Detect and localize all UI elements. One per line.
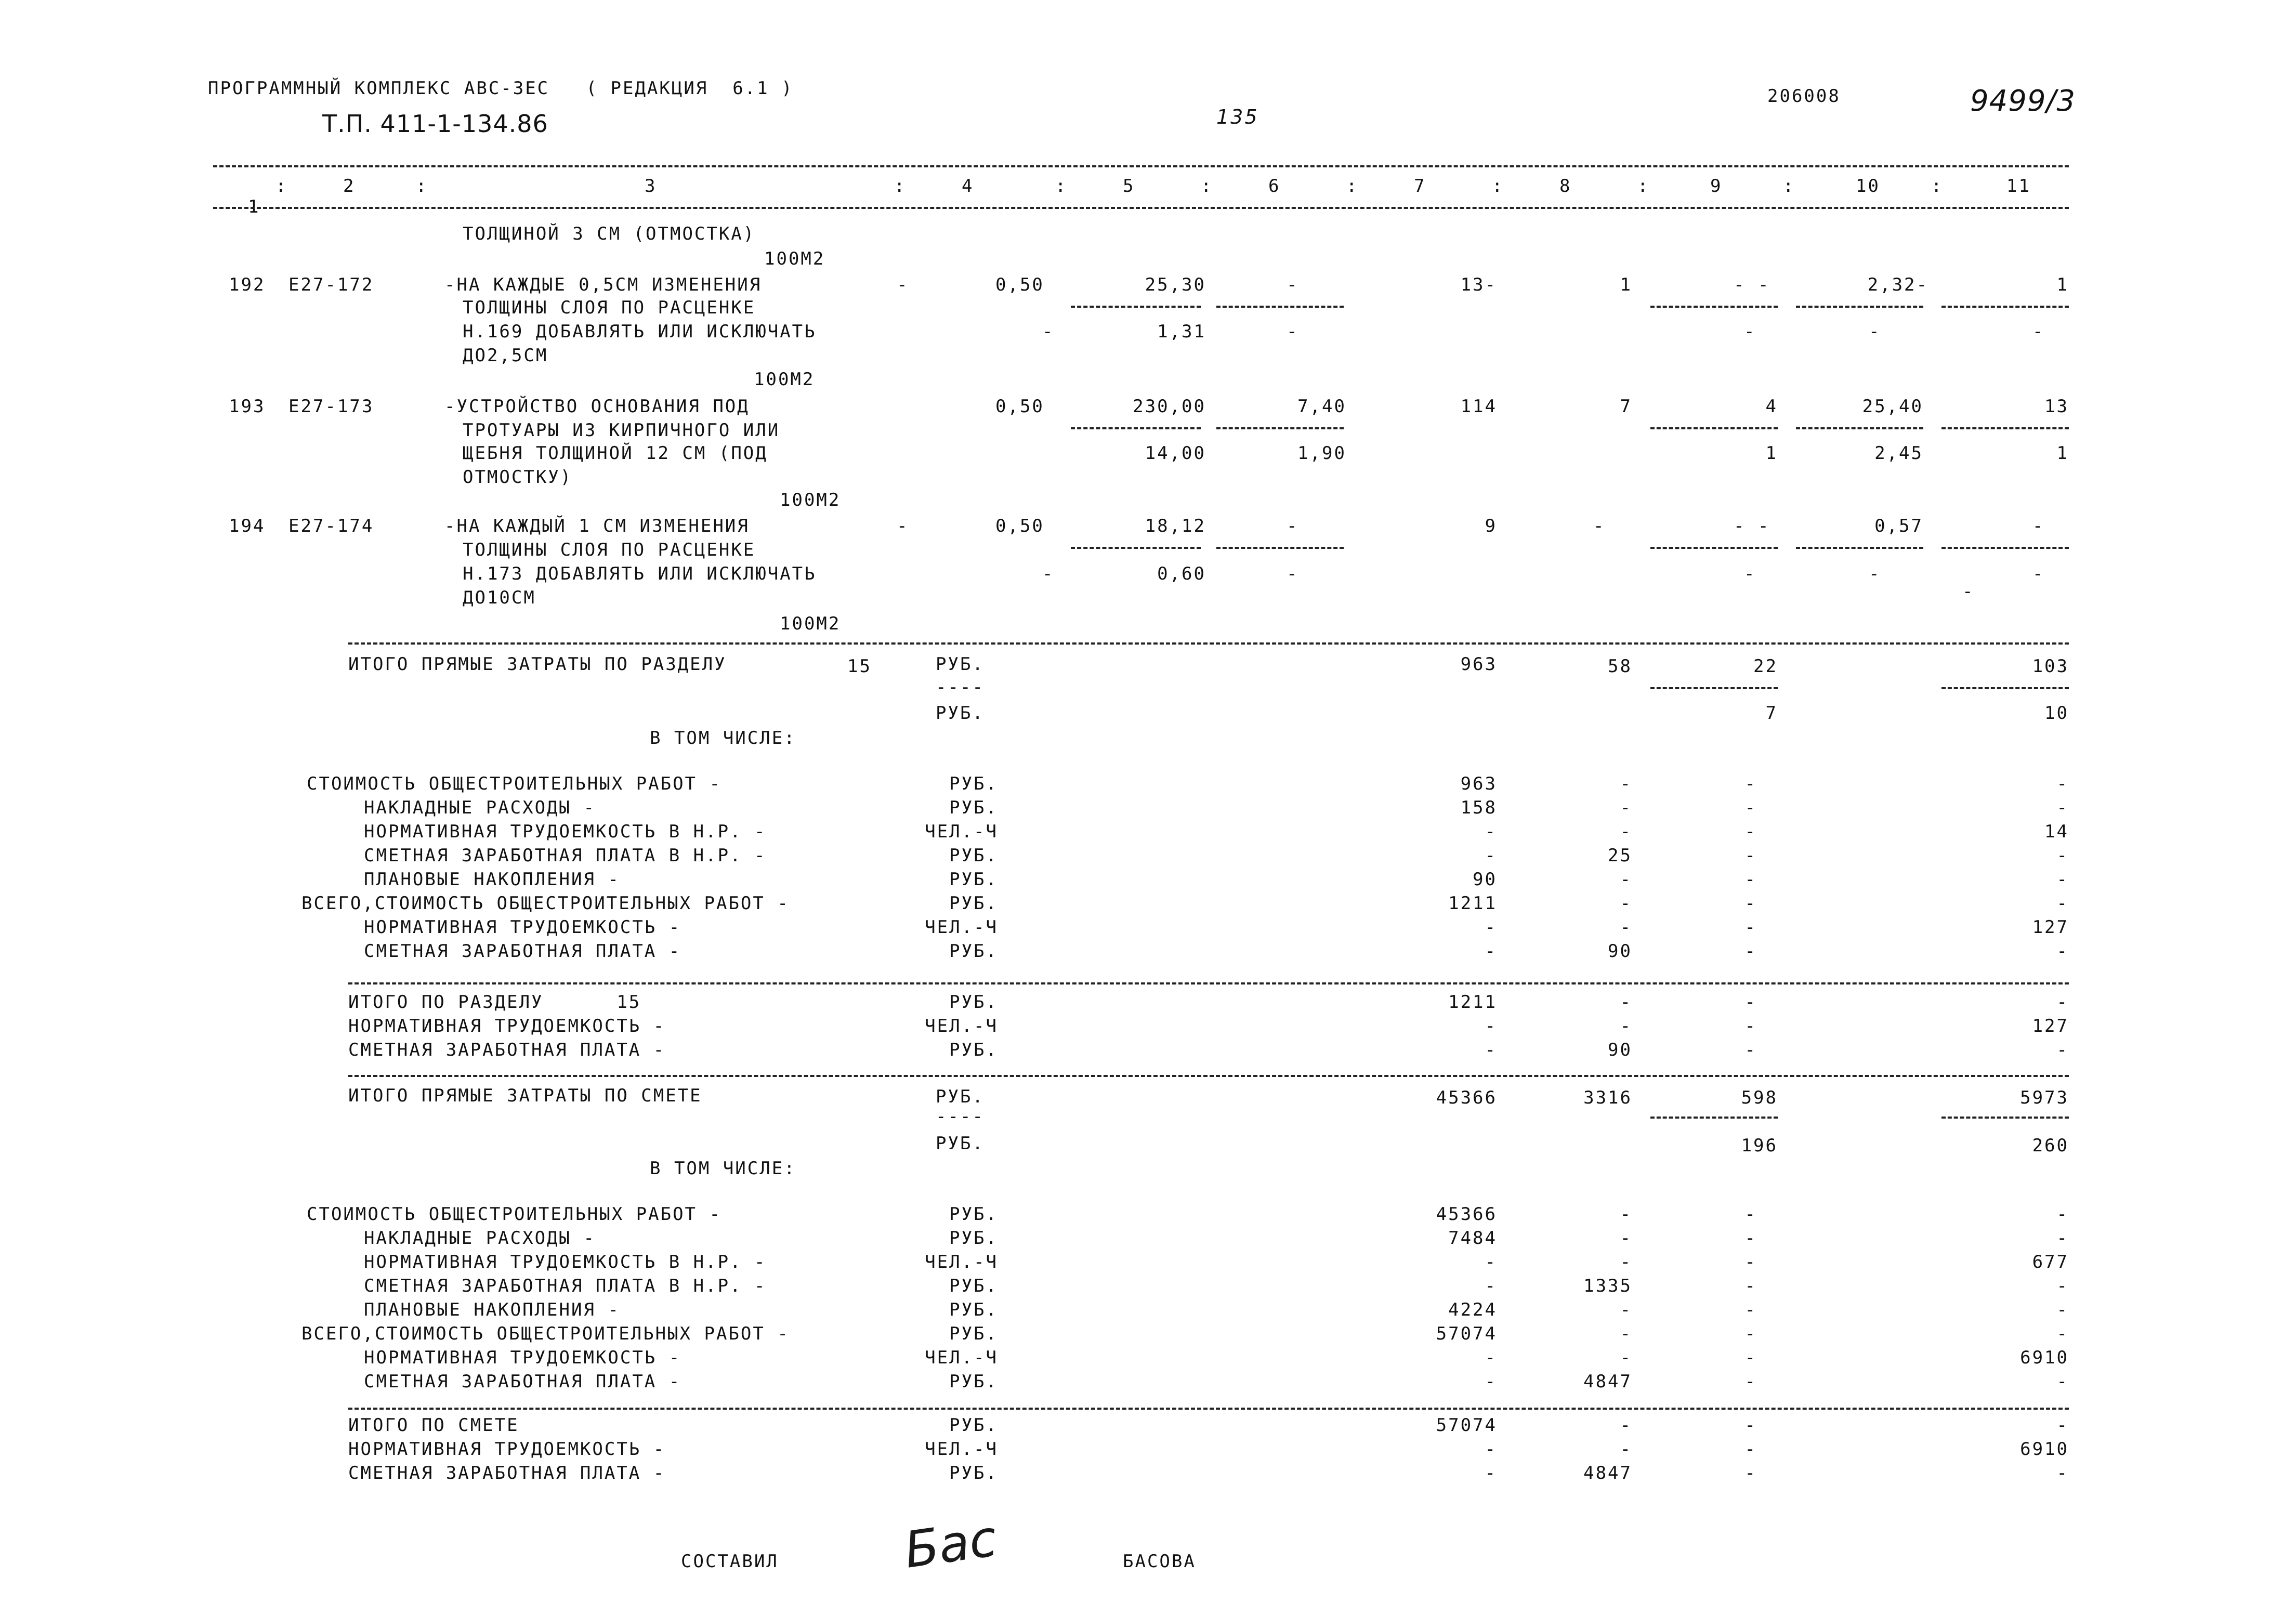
estimate-lines-line-label-6: НОРМАТИВНАЯ ТРУДОЕМКОСТЬ - [364,1347,681,1368]
estimate-lines-line-c7-6: - [1485,1347,1497,1368]
section-lines-line-unit-1: РУБ. [949,797,998,818]
row-192-c6b: - [1287,321,1299,342]
section-direct-rule-9 [1650,687,1778,689]
col-sep-5: : [1201,176,1213,196]
estimate-lines-line-label-7: СМЕТНАЯ ЗАРАБОТНАЯ ПЛАТА - [364,1371,681,1392]
section-totals-line-c11-2: - [2056,1040,2069,1060]
header-rule-bottom [213,207,2069,209]
section-lines-line-c7-4: 90 [1473,869,1497,890]
row-193-rule-6 [1216,427,1344,429]
row-194-rule-10 [1796,547,1923,549]
estimate-totals-line-c11-0: - [2056,1415,2069,1436]
estimate-totals-line-c7-2: - [1485,1463,1497,1483]
col-sep-10: : [1931,176,1944,196]
row-193-name-2: ТРОТУАРЫ ИЗ КИРПИЧНОГО ИЛИ [463,420,780,441]
estimate-lines-line-c11-6: 6910 [2020,1347,2069,1368]
carryover-text: ТОЛЩИНОЙ 3 СМ (ОТМОСТКА) [463,224,756,244]
estimate-totals-line-c11-1: 6910 [2020,1439,2069,1460]
estimate-lines-line-c7-4: 4224 [1448,1299,1497,1320]
row-192-c4b: - [1042,321,1055,342]
col-6: 6 [1268,176,1281,196]
estimate-lines-line-c11-4: - [2056,1299,2069,1320]
row-194-rule-6 [1216,547,1344,549]
estimate-lines-line-label-5: ВСЕГО,СТОИМОСТЬ ОБЩЕСТРОИТЕЛЬНЫХ РАБОТ - [301,1323,790,1344]
row-192-c11b: - [2032,321,2045,342]
row-194-c9: - - [1734,516,1770,536]
section-lines-line-unit-5: РУБ. [949,893,998,914]
section-lines-line-c8-6: - [1620,917,1632,938]
row-193-number: 193 [229,396,266,417]
estimate-lines-line-c9-1: - [1744,1228,1757,1249]
col-sep-1: : [275,176,288,196]
section-lines-line-c11-2: 14 [2044,821,2069,842]
section-direct-c8: 58 [1608,656,1632,677]
section-totals-line-c8-0: - [1620,992,1632,1013]
estimate-lines-line-c8-3: 1335 [1583,1276,1632,1296]
section-lines-line-label-5: ВСЕГО,СТОИМОСТЬ ОБЩЕСТРОИТЕЛЬНЫХ РАБОТ - [301,893,790,914]
col-11: 11 [2006,176,2031,196]
estimate-totals-line-c9-2: - [1744,1463,1757,1483]
section-lines-line-c7-2: - [1485,821,1497,842]
section-totals-line-unit-1: ЧЕЛ.-Ч [925,1016,998,1036]
estimate-lines-line-c9-7: - [1744,1371,1757,1392]
row-192-rule-6 [1216,306,1344,308]
estimate-totals-line-c8-1: - [1620,1439,1632,1460]
estimate-direct-c11b: 260 [2032,1135,2069,1156]
col-sep-7: : [1492,176,1504,196]
row-193-c11b: 1 [2056,443,2069,464]
estimate-lines-line-c7-3: - [1485,1276,1497,1296]
estimate-direct-c9b: 196 [1741,1135,1778,1156]
estimate-direct-c8: 3316 [1583,1087,1632,1108]
program-title: ПРОГРАММНЫЙ КОМПЛЕКС АВС-3ЕС ( РЕДАКЦИЯ 6.1 ) [208,78,794,99]
row-192-rule-11 [1941,306,2069,308]
estimate-lines-line-c7-5: 57074 [1436,1323,1497,1344]
section-lines-line-label-6: НОРМАТИВНАЯ ТРУДОЕМКОСТЬ - [364,917,681,938]
row-194-unit: 100М2 [780,613,841,634]
row-193-name-1: -УСТРОЙСТВО ОСНОВАНИЯ ПОД [444,396,750,417]
row-192-c6: - [1287,274,1299,295]
section-lines-line-c7-3: - [1485,845,1497,866]
estimate-lines-line-c7-2: - [1485,1252,1497,1272]
row-194-c8: - [1593,516,1606,536]
estimate-lines-line-label-1: НАКЛАДНЫЕ РАСХОДЫ - [364,1228,596,1249]
section-lines-line-c11-7: - [2056,941,2069,962]
section-lines-line-c7-0: 963 [1460,773,1497,794]
row-192-name-4: ДО2,5СМ [463,345,548,366]
section-lines-line-c9-2: - [1744,821,1757,842]
row-194-rule-9 [1650,547,1778,549]
row-192-number: 192 [229,274,266,295]
row-192-rule-10 [1796,306,1923,308]
estimate-direct-c9: 598 [1741,1087,1778,1108]
row-192-name-3: Н.169 ДОБАВЛЯТЬ ИЛИ ИСКЛЮЧАТЬ [463,321,817,342]
row-193-c6b: 1,90 [1297,443,1346,464]
col-10: 10 [1856,176,1880,196]
section-lines-line-c9-0: - [1744,773,1757,794]
row-194-c7: 9 [1485,516,1497,536]
section-totals-line-c7-2: - [1485,1040,1497,1060]
section-lines-line-c7-6: - [1485,917,1497,938]
estimate-direct-unit-2: РУБ. [936,1133,985,1154]
section-direct-c7: 963 [1460,654,1497,675]
row-194-c11: - [2032,516,2045,536]
row-192-c7: 13- [1460,274,1497,295]
row-192-c4: 0,50 [995,274,1044,295]
col-4: 4 [962,176,974,196]
row-193-c5: 230,00 [1133,396,1206,417]
row-193-c10: 25,40 [1862,396,1923,417]
row-193-rule-11 [1941,427,2069,429]
estimate-lines-line-label-3: СМЕТНАЯ ЗАРАБОТНАЯ ПЛАТА В Н.Р. - [364,1276,767,1296]
row-193-name-3: ЩЕБНЯ ТОЛЩИНОЙ 12 СМ (ПОД [463,443,768,464]
estimate-totals-line-unit-0: РУБ. [949,1415,998,1436]
header-rule-top [213,165,2069,167]
estimate-rule-1 [348,1075,2069,1077]
section-rule-1 [348,642,2069,645]
row-192-rule-9 [1650,306,1778,308]
section-totals-line-c8-2: 90 [1608,1040,1632,1060]
section-including: В ТОМ ЧИСЛЕ: [650,728,796,749]
row-194-c5: 18,12 [1145,516,1206,536]
estimate-lines-line-unit-0: РУБ. [949,1204,998,1225]
estimate-lines-line-c11-7: - [2056,1371,2069,1392]
estimate-lines-line-c8-6: - [1620,1347,1632,1368]
estimate-totals-line-unit-1: ЧЕЛ.-Ч [925,1439,998,1460]
estimate-lines-line-c9-0: - [1744,1204,1757,1225]
estimate-lines-line-label-0: СТОИМОСТЬ ОБЩЕСТРОИТЕЛЬНЫХ РАБОТ - [307,1204,721,1225]
estimate-direct-label: ИТОГО ПРЯМЫЕ ЗАТРАТЫ ПО СМЕТЕ [348,1085,702,1106]
row-194-number: 194 [229,516,266,536]
section-lines-line-c11-3: - [2056,845,2069,866]
row-193-c5b: 14,00 [1145,443,1206,464]
row-193-rule-5 [1071,427,1201,429]
section-lines-line-c11-5: - [2056,893,2069,914]
row-194-c11c: - [1962,581,1975,602]
estimate-rule-2 [348,1408,2069,1410]
estimate-totals-line-c7-0: 57074 [1436,1415,1497,1436]
section-lines-line-label-7: СМЕТНАЯ ЗАРАБОТНАЯ ПЛАТА - [364,941,681,962]
row-192-c10: 2,32- [1867,274,1928,295]
estimate-lines-line-unit-6: ЧЕЛ.-Ч [925,1347,998,1368]
section-lines-line-c8-2: - [1620,821,1632,842]
section-lines-line-c9-6: - [1744,917,1757,938]
section-direct-unit-2: РУБ. [936,703,985,724]
estimate-lines-line-c9-3: - [1744,1276,1757,1296]
col-8: 8 [1559,176,1572,196]
col-sep-9: : [1783,176,1795,196]
estimate-lines-line-label-4: ПЛАНОВЫЕ НАКОПЛЕНИЯ - [364,1299,620,1320]
row-192-c8: 1 [1620,274,1632,295]
section-direct-c9: 22 [1753,656,1778,677]
row-192-c10b: - [1869,321,1881,342]
estimate-direct-c7: 45366 [1436,1087,1497,1108]
section-lines-line-c11-0: - [2056,773,2069,794]
estimate-lines-line-c8-4: - [1620,1299,1632,1320]
composed-label: СОСТАВИЛ [681,1551,779,1572]
section-direct-c11: 103 [2032,656,2069,677]
row-192-unit: 100М2 [754,369,815,390]
row-193-c11: 13 [2044,396,2069,417]
row-192-c5: 25,30 [1145,274,1206,295]
estimate-lines-line-unit-7: РУБ. [949,1371,998,1392]
estimate-including: В ТОМ ЧИСЛЕ: [650,1158,796,1179]
row-194-c10b: - [1869,563,1881,584]
section-lines-line-c11-4: - [2056,869,2069,890]
section-lines-line-unit-6: ЧЕЛ.-Ч [925,917,998,938]
section-totals-line-unit-2: РУБ. [949,1040,998,1060]
section-lines-line-label-2: НОРМАТИВНАЯ ТРУДОЕМКОСТЬ В Н.Р. - [364,821,767,842]
document-number: 9499/3 [1970,84,2076,118]
estimate-direct-rule-9 [1650,1117,1778,1119]
section-lines-line-c7-5: 1211 [1448,893,1497,914]
estimate-lines-line-c9-2: - [1744,1252,1757,1272]
project-number: Т.П. 411-1-134.86 [322,110,548,138]
col-sep-2: : [416,176,428,196]
row-194-c4: 0,50 [995,516,1044,536]
row-193-c10b: 2,45 [1874,443,1923,464]
section-lines-line-c11-1: - [2056,797,2069,818]
estimate-lines-line-c9-5: - [1744,1323,1757,1344]
section-lines-line-c9-4: - [1744,869,1757,890]
estimate-totals-line-c9-1: - [1744,1439,1757,1460]
row-193-c8: 7 [1620,396,1632,417]
section-lines-line-c9-1: - [1744,797,1757,818]
section-direct-num: 15 [847,656,872,677]
row-194-c4a: - [897,516,909,536]
estimate-totals-line-label-0: ИТОГО ПО СМЕТЕ [348,1415,519,1436]
section-lines-line-c8-1: - [1620,797,1632,818]
row-192-c4a: - [897,274,909,295]
estimate-totals-line-c11-2: - [2056,1463,2069,1483]
section-totals-line-c7-0: 1211 [1448,992,1497,1013]
row-193-c6: 7,40 [1297,396,1346,417]
estimate-lines-line-c8-0: - [1620,1204,1632,1225]
section-totals-line-label-0: ИТОГО ПО РАЗДЕЛУ 15 [348,992,641,1013]
section-lines-line-c7-1: 158 [1460,797,1497,818]
section-lines-line-c11-6: 127 [2032,917,2069,938]
estimate-lines-line-c11-1: - [2056,1228,2069,1249]
col-sep-6: : [1346,176,1359,196]
row-192-name-2: ТОЛЩИНЫ СЛОЯ ПО РАСЦЕНКЕ [463,297,756,318]
estimate-totals-line-c9-0: - [1744,1415,1757,1436]
estimate-lines-line-c11-2: 677 [2032,1252,2069,1272]
section-lines-line-label-4: ПЛАНОВЫЕ НАКОПЛЕНИЯ - [364,869,620,890]
estimate-lines-line-unit-1: РУБ. [949,1228,998,1249]
row-194-rule-11 [1941,547,2069,549]
col-3: 3 [645,176,657,196]
estimate-lines-line-c11-5: - [2056,1323,2069,1344]
col-sep-8: : [1637,176,1650,196]
section-lines-line-c9-5: - [1744,893,1757,914]
section-lines-line-c8-4: - [1620,869,1632,890]
row-193-unit: 100М2 [780,490,841,510]
estimate-totals-line-label-1: НОРМАТИВНАЯ ТРУДОЕМКОСТЬ - [348,1439,666,1460]
section-direct-unit: РУБ. [936,654,985,675]
row-194-c6: - [1287,516,1299,536]
estimate-totals-line-c7-1: - [1485,1439,1497,1460]
row-194-name-4: ДО10СМ [463,587,536,608]
section-direct-label: ИТОГО ПРЯМЫЕ ЗАТРАТЫ ПО РАЗДЕЛУ [348,654,727,675]
section-direct-c9b: 7 [1765,703,1778,724]
col-2: 2 [343,176,356,196]
row-194-c9b: - [1744,563,1756,584]
estimate-lines-line-c8-1: - [1620,1228,1632,1249]
row-193-name-4: ОТМОСТКУ) [463,467,573,488]
section-lines-line-c8-0: - [1620,773,1632,794]
row-193-rule-9 [1650,427,1778,429]
row-192-name-1: -НА КАЖДЫЕ 0,5СМ ИЗМЕНЕНИЯ [444,274,762,295]
row-192-c9: - - [1734,274,1770,295]
col-5: 5 [1123,176,1135,196]
estimate-lines-line-unit-3: РУБ. [949,1276,998,1296]
row-192-c11: 1 [2056,274,2069,295]
section-totals-line-label-2: СМЕТНАЯ ЗАРАБОТНАЯ ПЛАТА - [348,1040,666,1060]
estimate-lines-line-c7-7: - [1485,1371,1497,1392]
section-lines-line-unit-7: РУБ. [949,941,998,962]
estimate-direct-c11: 5973 [2020,1087,2069,1108]
section-totals-line-c9-1: - [1744,1016,1757,1036]
section-lines-line-label-0: СТОИМОСТЬ ОБЩЕСТРОИТЕЛЬНЫХ РАБОТ - [307,773,721,794]
col-sep-3: : [894,176,907,196]
estimate-direct-dashes: ---- [936,1106,985,1127]
estimate-lines-line-c7-0: 45366 [1436,1204,1497,1225]
row-193-c7: 114 [1460,396,1497,417]
row-192-c9b: - [1744,321,1756,342]
section-lines-line-c7-7: - [1485,941,1497,962]
section-totals-line-c11-1: 127 [2032,1016,2069,1036]
estimate-lines-line-c9-6: - [1744,1347,1757,1368]
section-lines-line-c9-3: - [1744,845,1757,866]
estimate-lines-line-c7-1: 7484 [1448,1228,1497,1249]
row-193-c4: 0,50 [995,396,1044,417]
col-7: 7 [1414,176,1426,196]
col-sep-4: : [1055,176,1068,196]
row-192-code: Е27-172 [288,274,374,295]
estimate-lines-line-c8-7: 4847 [1583,1371,1632,1392]
signature: Бас [901,1509,1001,1580]
estimate-direct-unit: РУБ. [936,1086,985,1107]
section-totals-line-c9-2: - [1744,1040,1757,1060]
section-lines-line-c8-5: - [1620,893,1632,914]
estimate-lines-line-unit-4: РУБ. [949,1299,998,1320]
col-1: 1 [247,196,260,217]
estimate-totals-line-c8-2: 4847 [1583,1463,1632,1483]
estimate-lines-line-unit-5: РУБ. [949,1323,998,1344]
estimate-lines-line-c11-0: - [2056,1204,2069,1225]
section-totals-line-c9-0: - [1744,992,1757,1013]
col-9: 9 [1710,176,1723,196]
estimate-lines-line-label-2: НОРМАТИВНАЯ ТРУДОЕМКОСТЬ В Н.Р. - [364,1252,767,1272]
estimate-direct-rule-11 [1941,1117,2069,1119]
author-name: БАСОВА [1123,1551,1196,1572]
row-194-code: Е27-174 [288,516,374,536]
section-lines-line-c8-7: 90 [1608,941,1632,962]
row-194-name-3: Н.173 ДОБАВЛЯТЬ ИЛИ ИСКЛЮЧАТЬ [463,563,817,584]
row-192-c5b: 1,31 [1157,321,1206,342]
section-lines-line-c8-3: 25 [1608,845,1632,866]
row-192-rule-5 [1071,306,1201,308]
row-194-name-1: -НА КАЖДЫЙ 1 СМ ИЗМЕНЕНИЯ [444,516,750,536]
column-header-row [224,176,260,217]
section-lines-line-label-1: НАКЛАДНЫЕ РАСХОДЫ - [364,797,596,818]
page-number: 135 [1216,106,1259,128]
section-rule-2 [348,982,2069,984]
estimate-totals-line-unit-2: РУБ. [949,1463,998,1483]
section-direct-c11b: 10 [2044,703,2069,724]
estimate-lines-line-c11-3: - [2056,1276,2069,1296]
row-193-c9: 4 [1765,396,1778,417]
estimate-totals-line-label-2: СМЕТНАЯ ЗАРАБОТНАЯ ПЛАТА - [348,1463,666,1483]
section-totals-line-c11-0: - [2056,992,2069,1013]
section-totals-line-c7-1: - [1485,1016,1497,1036]
section-lines-line-unit-3: РУБ. [949,845,998,866]
section-lines-line-c9-7: - [1744,941,1757,962]
carryover-unit: 100М2 [764,248,825,269]
row-194-c11b: - [2032,563,2045,584]
estimate-lines-line-c8-5: - [1620,1323,1632,1344]
row-193-c9b: 1 [1765,443,1778,464]
section-totals-line-label-1: НОРМАТИВНАЯ ТРУДОЕМКОСТЬ - [348,1016,666,1036]
estimate-totals-line-c8-0: - [1620,1415,1632,1436]
row-194-name-2: ТОЛЩИНЫ СЛОЯ ПО РАСЦЕНКЕ [463,540,756,560]
estimate-lines-line-unit-2: ЧЕЛ.-Ч [925,1252,998,1272]
section-direct-rule-11 [1941,687,2069,689]
row-194-c4b: - [1042,563,1055,584]
row-193-code: Е27-173 [288,396,374,417]
section-totals-line-unit-0: РУБ. [949,992,998,1013]
estimate-lines-line-c8-2: - [1620,1252,1632,1272]
section-lines-line-label-3: СМЕТНАЯ ЗАРАБОТНАЯ ПЛАТА В Н.Р. - [364,845,767,866]
section-lines-line-unit-4: РУБ. [949,869,998,890]
section-direct-dashes: ---- [936,677,985,698]
estimate-lines-line-c9-4: - [1744,1299,1757,1320]
code-number: 206008 [1767,86,1841,107]
row-194-c6b: - [1287,563,1299,584]
section-lines-line-unit-0: РУБ. [949,773,998,794]
row-194-c5b: 0,60 [1157,563,1206,584]
section-totals-line-c8-1: - [1620,1016,1632,1036]
row-194-c10: 0,57 [1874,516,1923,536]
row-194-rule-5 [1071,547,1201,549]
row-193-rule-10 [1796,427,1923,429]
section-lines-line-unit-2: ЧЕЛ.-Ч [925,821,998,842]
